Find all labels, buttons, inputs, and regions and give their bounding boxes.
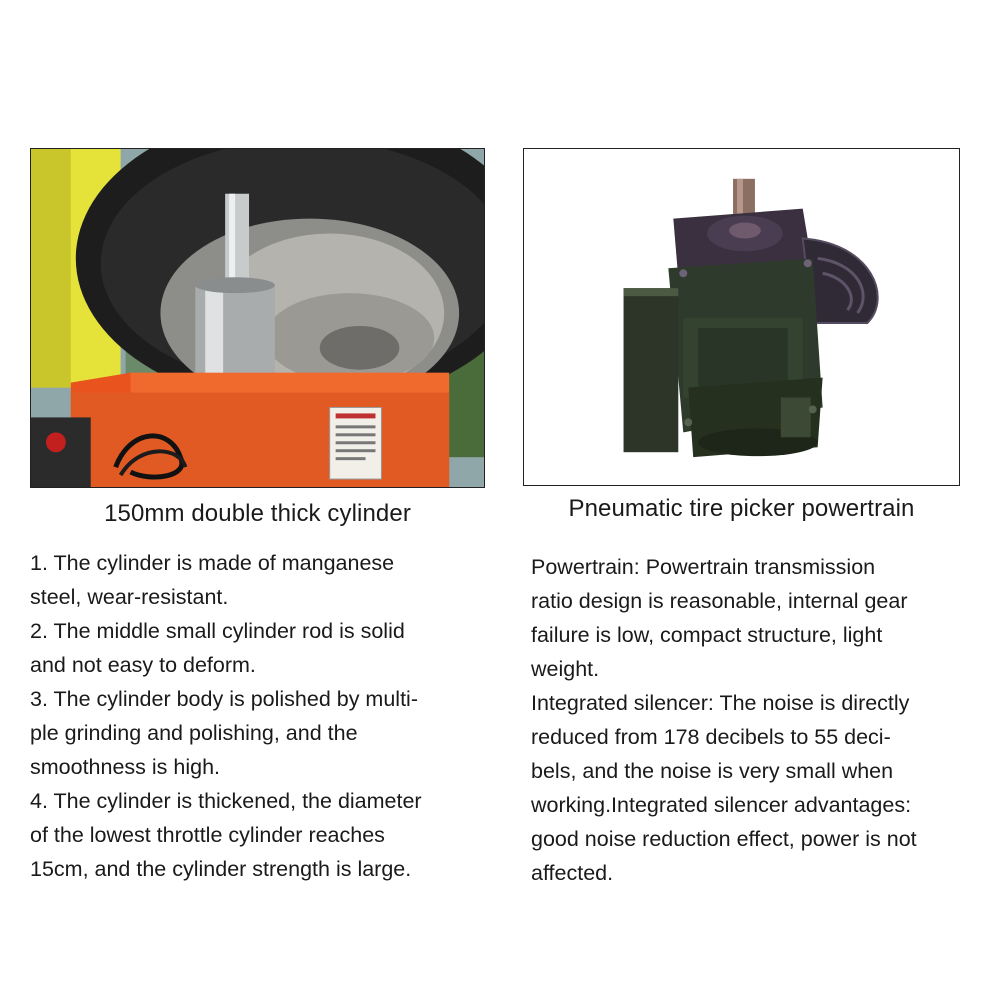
description-line: good noise reduction effect, power is not — [531, 827, 917, 851]
cylinder-description — [30, 546, 422, 886]
powertrain-description — [531, 550, 917, 890]
description-line: 3. The cylinder body is polished by multi- — [30, 687, 418, 711]
description-line: reduced from 178 decibels to 55 deci- — [531, 725, 891, 749]
description-line: bels, and the noise is very small when — [531, 759, 894, 783]
description-line: failure is low, compact structure, light — [531, 623, 883, 647]
powertrain-caption: Pneumatic tire picker powertrain — [568, 495, 915, 522]
tire-changer-cylinder-illustration — [31, 149, 484, 487]
cylinder-caption: 150mm double thick cylinder — [104, 500, 411, 527]
description-line: and not easy to deform. — [30, 653, 256, 677]
description-line: 1. The cylinder is made of manganese — [30, 551, 395, 575]
description-line: Integrated silencer: The noise is directly — [531, 691, 910, 715]
description-line: smoothness is high. — [30, 755, 221, 779]
description-line: 2. The middle small cylinder rod is solid — [30, 619, 405, 643]
description-line: 4. The cylinder is thickened, the diameter — [30, 789, 422, 813]
description-line: ple grinding and polishing, and the — [30, 721, 358, 745]
description-line: of the lowest throttle cylinder reaches — [30, 823, 385, 847]
description-line: weight. — [531, 657, 600, 681]
powertrain-photo — [523, 148, 960, 486]
gearbox-powertrain-illustration — [524, 149, 959, 485]
description-line: ratio design is reasonable, internal gear — [531, 589, 908, 613]
description-line: affected. — [531, 861, 614, 885]
description-line: steel, wear-resistant. — [30, 585, 229, 609]
description-line: 15cm, and the cylinder strength is large. — [30, 857, 412, 881]
cylinder-photo — [30, 148, 485, 488]
description-line: working.Integrated silencer advantages: — [531, 793, 912, 817]
description-line: Powertrain: Powertrain transmission — [531, 555, 876, 579]
